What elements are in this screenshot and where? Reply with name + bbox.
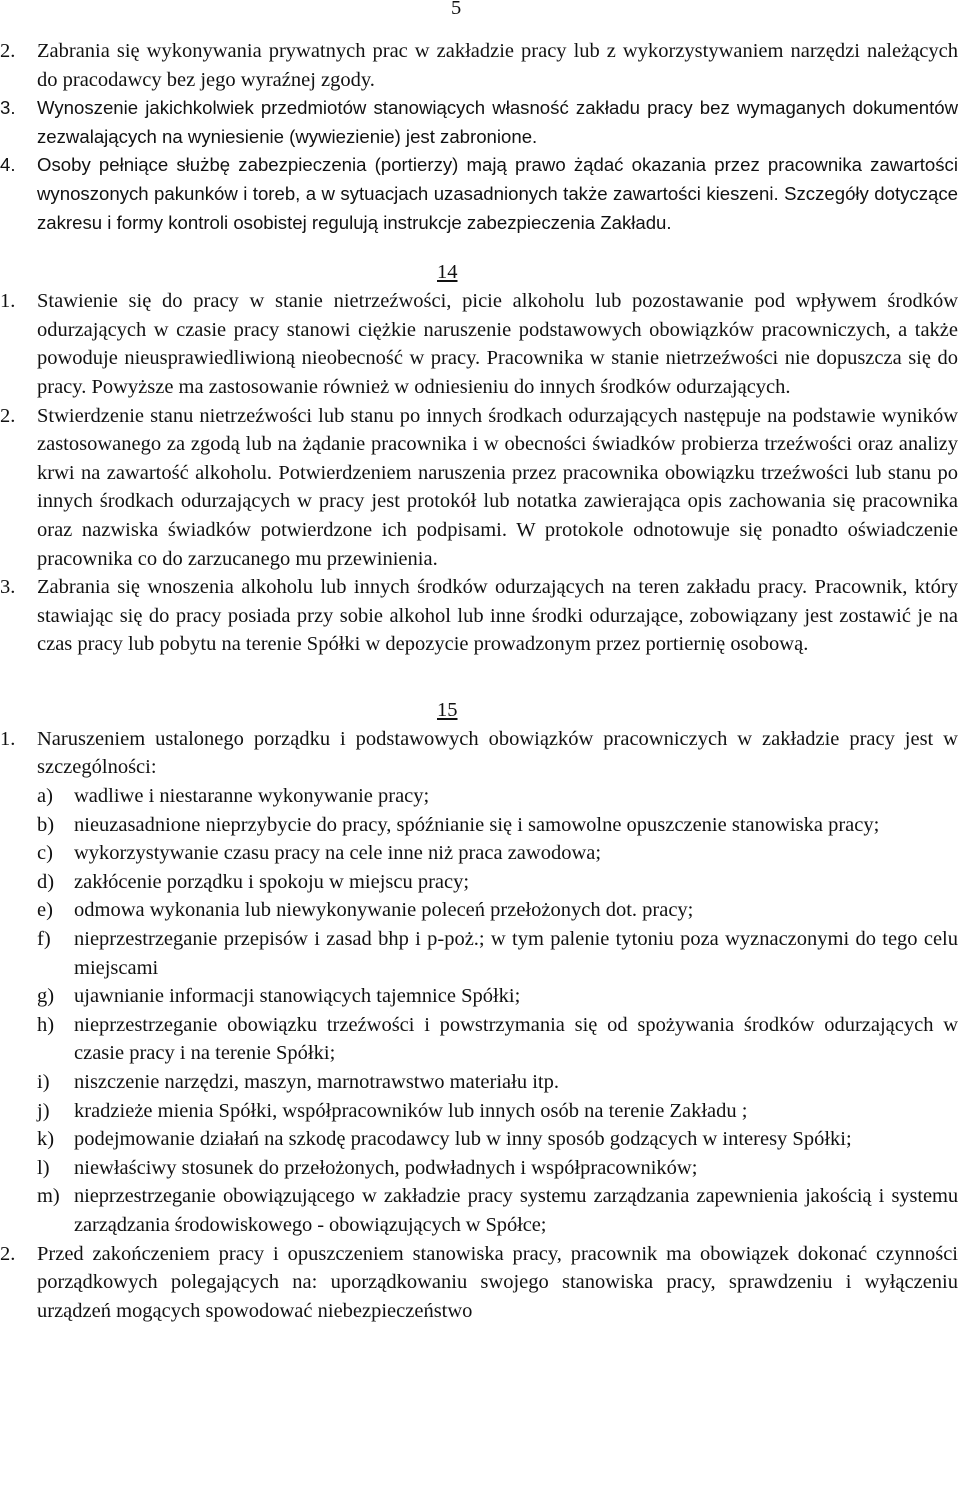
item-number: 1. [0,727,16,750]
sub-item [37,1182,958,1239]
sub-item-label: c) [37,842,53,865]
sub-item-text: nieprzestrzeganie obowiązującego w zakładzie pracy systemu zarządzania zapewnienia jakością i systemu zarządzania środowiskowego - obowiązujących w Spółce; [74,1185,958,1236]
sub-list [0,782,958,1240]
sub-item [37,839,958,868]
item-text: Zabrania się wykonywania prywatnych prac w zakładzie pracy lub z wykorzystywaniem narzędzi należących do pracodawcy bez jego wyraźnej zgody. [37,40,958,91]
sub-item-label: b) [37,813,55,836]
sub-item-label: j) [37,1099,50,1122]
sub-item-label: m) [37,1185,60,1208]
item-number: 1. [0,290,16,313]
list-item [0,1240,958,1326]
sub-item [37,1068,958,1097]
sub-item-text: nieuzasadnione nieprzybycie do pracy, spóźnianie się i samowolne opuszczenie stanowiska pracy; [74,813,880,836]
item-number: 3. [0,97,16,119]
list-item [0,402,958,574]
section-heading: 15 [437,698,458,721]
list-item [0,37,958,94]
item-text: Wynoszenie jakichkolwiek przedmiotów stanowiących własność zakładu pracy bez wymaganych dokumentów zezwalających na wyniesienie (wywiezienie) jest zabronione. [37,97,958,147]
list-item [0,94,958,151]
sub-item-label: g) [37,985,55,1008]
sub-item-text: odmowa wykonania lub niewykonywanie poleceń przełożonych dot. pracy; [74,899,694,922]
sub-item [37,1154,958,1183]
page-number: 5 [451,0,462,19]
item-number: 3. [0,576,16,599]
item-text: Stawienie się do pracy w stanie nietrzeźwości, picie alkoholu lub pozostawanie pod wpływem środków odurzających w czasie pracy stanowi ciężkie naruszenie podstawowych obowiązków pracowniczych, a także powoduje nieusprawiedliwioną nieobecność w pracy. Pracownika w stanie nietrzeźwości nie dopuszcza się do pracy. Powyższe ma zastosowanie również w odniesieniu do innych środków odurzających. [37,290,958,398]
sub-item [37,1125,958,1154]
item-text: Osoby pełniące służbę zabezpieczenia (portierzy) mają prawo żądać okazania przez pracownika zawartości wynoszonych pakunków i toreb, a w sytuacjach uzasadnionych także zawartości kieszeni. Szczegóły dotyczące zakresu i formy kontroli osobistej regulują instrukcje zabezpieczenia Zakładu. [37,154,958,233]
sub-item-label: l) [37,1156,50,1179]
sub-item-label: e) [37,899,53,922]
sub-item-text: wykorzystywanie czasu pracy na cele inne niż praca zawodowa; [74,842,602,865]
sub-item-label: i) [37,1071,50,1093]
list-item [0,725,958,782]
sub-item-label: d) [37,870,55,893]
sub-item-text: nieprzestrzeganie obowiązku trzeźwości i powstrzymania się od spożywania środków odurzających w czasie pracy i na terenie Spółki; [74,1013,958,1065]
item-text: Stwierdzenie stanu nietrzeźwości lub stanu po innych środkach odurzających następuje na podstawie wyników zastosowanego za zgodą lub na żądanie pracownika i w obecności świadków probierza trzeźwości oraz analizy krwi na zawartość alkoholu. Potwierdzeniem naruszenia przez pracownika obowiązku trzeźwości lub stanu po innych środkach odurzających w pracy jest protokół lub notatka zawierająca opis zachowania się pracownika oraz nazwiska świadków potwierdzone ich podpisami. W protokole odnotowuje się ponadto oświadczenie pracownika co do zarzucanego mu przewinienia. [37,404,958,570]
item-text: Zabrania się wnoszenia alkoholu lub innych środków odurzających na teren zakładu pracy. Pracownik, który stawiając się do pracy posiada przy sobie alkohol lub inne środki odurzające, zobowiązany jest zostawić je na czas pracy lub pobytu na terenie Spółki w depozycie prowadzonym przez portiernię osobową. [37,576,958,656]
list-item [0,151,958,237]
sub-item [37,1097,958,1126]
sub-item-label: a) [37,785,53,808]
item-text: Naruszeniem ustalonego porządku i podstawowych obowiązków pracowniczych w zakładzie pracy jest w szczególności: [37,727,958,779]
list-item [0,573,958,659]
item-number: 2. [0,40,16,62]
item-text: Przed zakończeniem pracy i opuszczeniem stanowiska pracy, pracownik ma obowiązek dokonać czynności porządkowych polegających na: uporządkowaniu swojego stanowiska pracy, sprawdzeniu i wyłączeniu urządzeń mogących spowodować niebezpieczeństwo [37,1242,958,1322]
item-number: 4. [0,154,16,176]
sub-item [37,811,958,840]
sub-item-text: niewłaściwy stosunek do przełożonych, podwładnych i współpracowników; [74,1156,698,1179]
section-heading: 14 [437,261,458,284]
sub-item-text: kradzieże mienia Spółki, współpracowników lub innych osób na terenie Zakładu ; [74,1099,748,1122]
sub-item [37,782,958,811]
sub-item-label: h) [37,1013,55,1036]
sub-item-text: zakłócenie porządku i spokoju w miejscu pracy; [74,870,470,893]
sub-item [37,982,958,1011]
sub-item-label: f) [37,928,51,951]
list-item [0,287,958,401]
sub-item [37,896,958,925]
sub-item-text: podejmowanie działań na szkodę pracodawcy lub w inny sposób godzących w interesy Spółki; [74,1128,852,1151]
item-number: 2. [0,404,16,427]
sub-item-text: niszczenie narzędzi, maszyn, marnotrawstwo materiału itp. [74,1071,559,1093]
sub-item-label: k) [37,1128,55,1151]
item-number: 2. [0,1242,16,1265]
sub-item-text: ujawnianie informacji stanowiących tajemnice Spółki; [74,985,521,1008]
sub-item-text: wadliwe i niestaranne wykonywanie pracy; [74,785,430,808]
document-body [0,37,958,1325]
sub-item [37,1011,958,1068]
sub-item-text: nieprzestrzeganie przepisów i zasad bhp i p-poż.; w tym palenie tytoniu poza wyznaczonymi do tego celu miejscami [74,928,958,979]
sub-item [37,925,958,982]
sub-item [37,868,958,897]
